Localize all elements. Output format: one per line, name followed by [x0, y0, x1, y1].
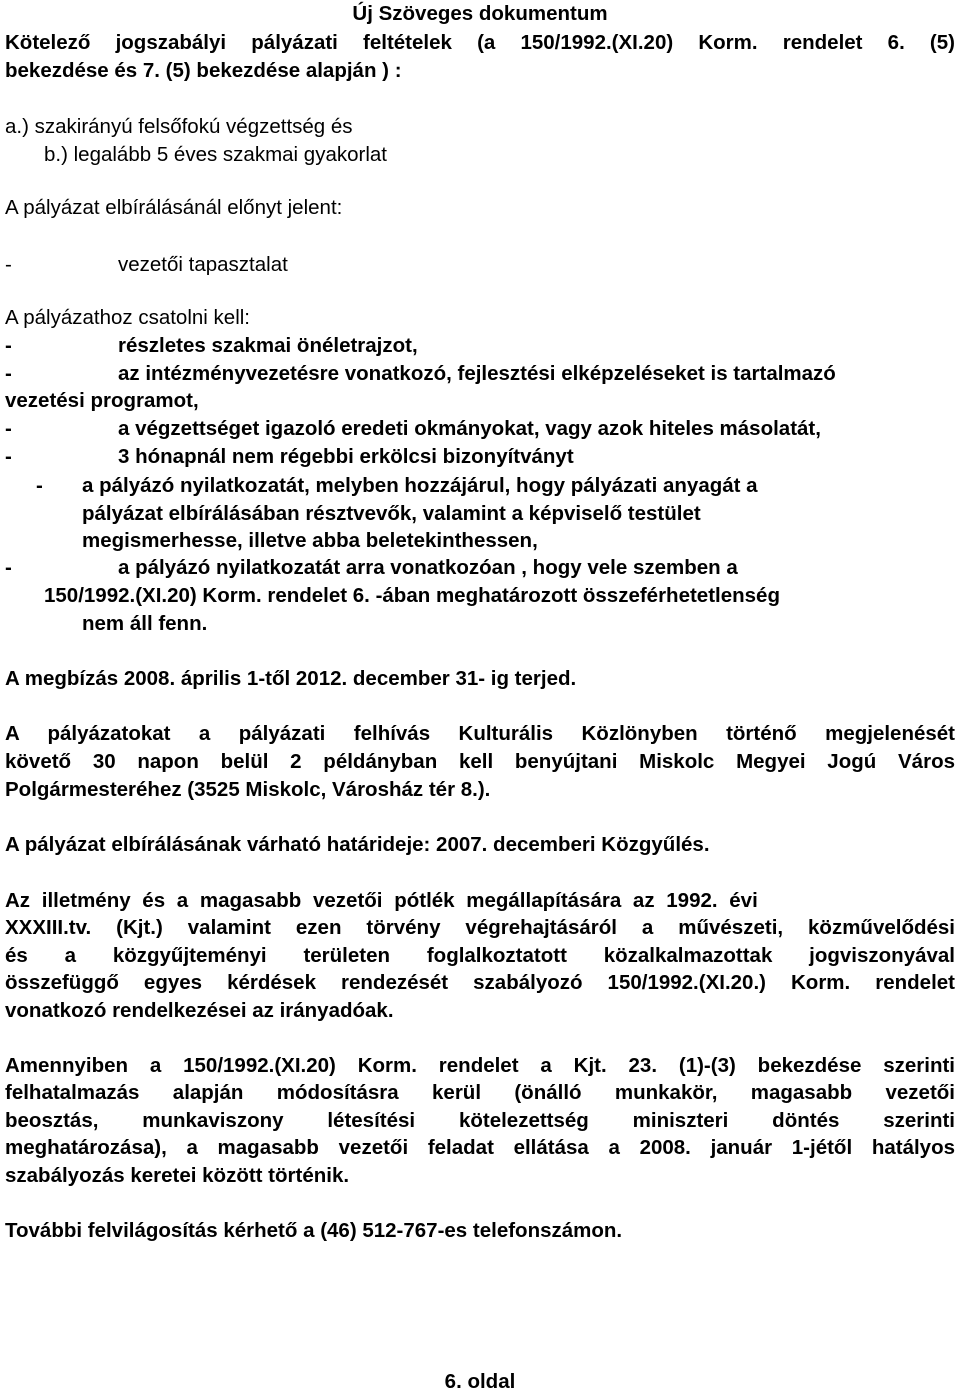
salary-line-4: összefüggő egyes kérdések rendezését szabályozó 150/1992.(XI.20.) Korm. rendelet	[5, 971, 955, 994]
assignment-period: A megbízás 2008. április 1-től 2012. december 31- ig terjed.	[5, 667, 577, 690]
attachment-item: az intézményvezetésre vonatkozó, fejlesztési elképzeléseket is tartalmazó	[118, 362, 836, 385]
attachment-item: a pályázó nyilatkozatát arra vonatkozóan , hogy vele szemben a	[118, 556, 738, 579]
attachment-item: 3 hónapnál nem régebbi erkölcsi bizonyítványt	[118, 445, 574, 468]
attachment-dash: -	[5, 334, 12, 357]
modification-line-4: meghatározása), a magasabb vezetői feladat ellátása a 2008. január 1-jétől hatályos	[5, 1136, 955, 1159]
attachment-item-continuation: 150/1992.(XI.20) Korm. rendelet 6. -ában meghatározott összeférhetetlenség	[44, 584, 780, 607]
attachment-item: a pályázó nyilatkozatát, melyben hozzájárul, hogy pályázati anyagát a	[82, 474, 758, 497]
salary-line-5: vonatkozó rendelkezései az irányadóak.	[5, 999, 394, 1022]
submission-line-3: Polgármesteréhez (3525 Miskolc, Városház tér 8.).	[5, 778, 491, 801]
modification-line-1: Amennyiben a 150/1992.(XI.20) Korm. rendelet a Kjt. 23. (1)-(3) bekezdése szerinti	[5, 1054, 955, 1077]
advantage-item-dash: -	[5, 253, 12, 276]
modification-line-2: felhatalmazás alapján módosításra kerül (önálló munkakör, magasabb vezetői	[5, 1081, 955, 1104]
page-number: 6. oldal	[444, 1370, 516, 1393]
attachment-dash: -	[5, 417, 12, 440]
attachment-item: a végzettséget igazoló eredeti okmányokat, vagy azok hiteles másolatát,	[118, 417, 821, 440]
requirement-a: a.) szakirányú felsőfokú végzettség és	[5, 115, 353, 138]
attachment-item-continuation: nem áll fenn.	[82, 612, 208, 635]
salary-line-2: XXXIII.tv. (Kjt.) valamint ezen törvény végrehajtásáról a művészeti, közművelődési	[5, 916, 955, 939]
attachment-dash: -	[5, 556, 12, 579]
attachment-item: részletes szakmai önéletrajzot,	[118, 334, 418, 357]
requirements-heading-line-2: bekezdése és 7. (5) bekezdése alapján ) :	[5, 59, 402, 82]
attachment-item-continuation: megismerhesse, illetve abba beletekinthessen,	[82, 529, 538, 552]
submission-line-2: követő 30 napon belül 2 példányban kell benyújtani Miskolc Megyei Jogú Város	[5, 750, 955, 773]
requirement-b: b.) legalább 5 éves szakmai gyakorlat	[44, 143, 387, 166]
attachment-dash: -	[5, 362, 12, 385]
modification-line-3: beosztás, munkaviszony létesítési kötelezettség miniszteri döntés szerinti	[5, 1109, 955, 1132]
contact-info: További felvilágosítás kérhető a (46) 512-767-es telefonszámon.	[5, 1219, 623, 1242]
document-title: Új Szöveges dokumentum	[352, 2, 608, 25]
submission-line-1: A pályázatokat a pályázati felhívás Kulturális Közlönyben történő megjelenését	[5, 722, 955, 745]
attachment-item-continuation: vezetési programot,	[5, 389, 199, 412]
attachments-heading: A pályázathoz csatolni kell:	[5, 306, 250, 329]
modification-line-5: szabályozás keretei között történik.	[5, 1164, 350, 1187]
attachment-dash: -	[36, 474, 43, 497]
requirements-heading-line-1: Kötelező jogszabályi pályázati feltételek (a 150/1992.(XI.20) Korm. rendelet 6. (5)	[5, 31, 955, 54]
attachment-item-continuation: pályázat elbírálásában résztvevők, valamint a képviselő testület	[82, 502, 701, 525]
deadline: A pályázat elbírálásának várható határideje: 2007. decemberi Közgyűlés.	[5, 833, 710, 856]
advantage-item: vezetői tapasztalat	[118, 253, 288, 276]
advantage-heading: A pályázat elbírálásánál előnyt jelent:	[5, 196, 343, 219]
salary-line-3: és a közgyűjteményi területen foglalkoztatott közalkalmazottak jogviszonyával	[5, 944, 955, 967]
salary-line-1: Az illetmény és a magasabb vezetői pótlék megállapítására az 1992. évi	[5, 889, 758, 912]
attachment-dash: -	[5, 445, 12, 468]
